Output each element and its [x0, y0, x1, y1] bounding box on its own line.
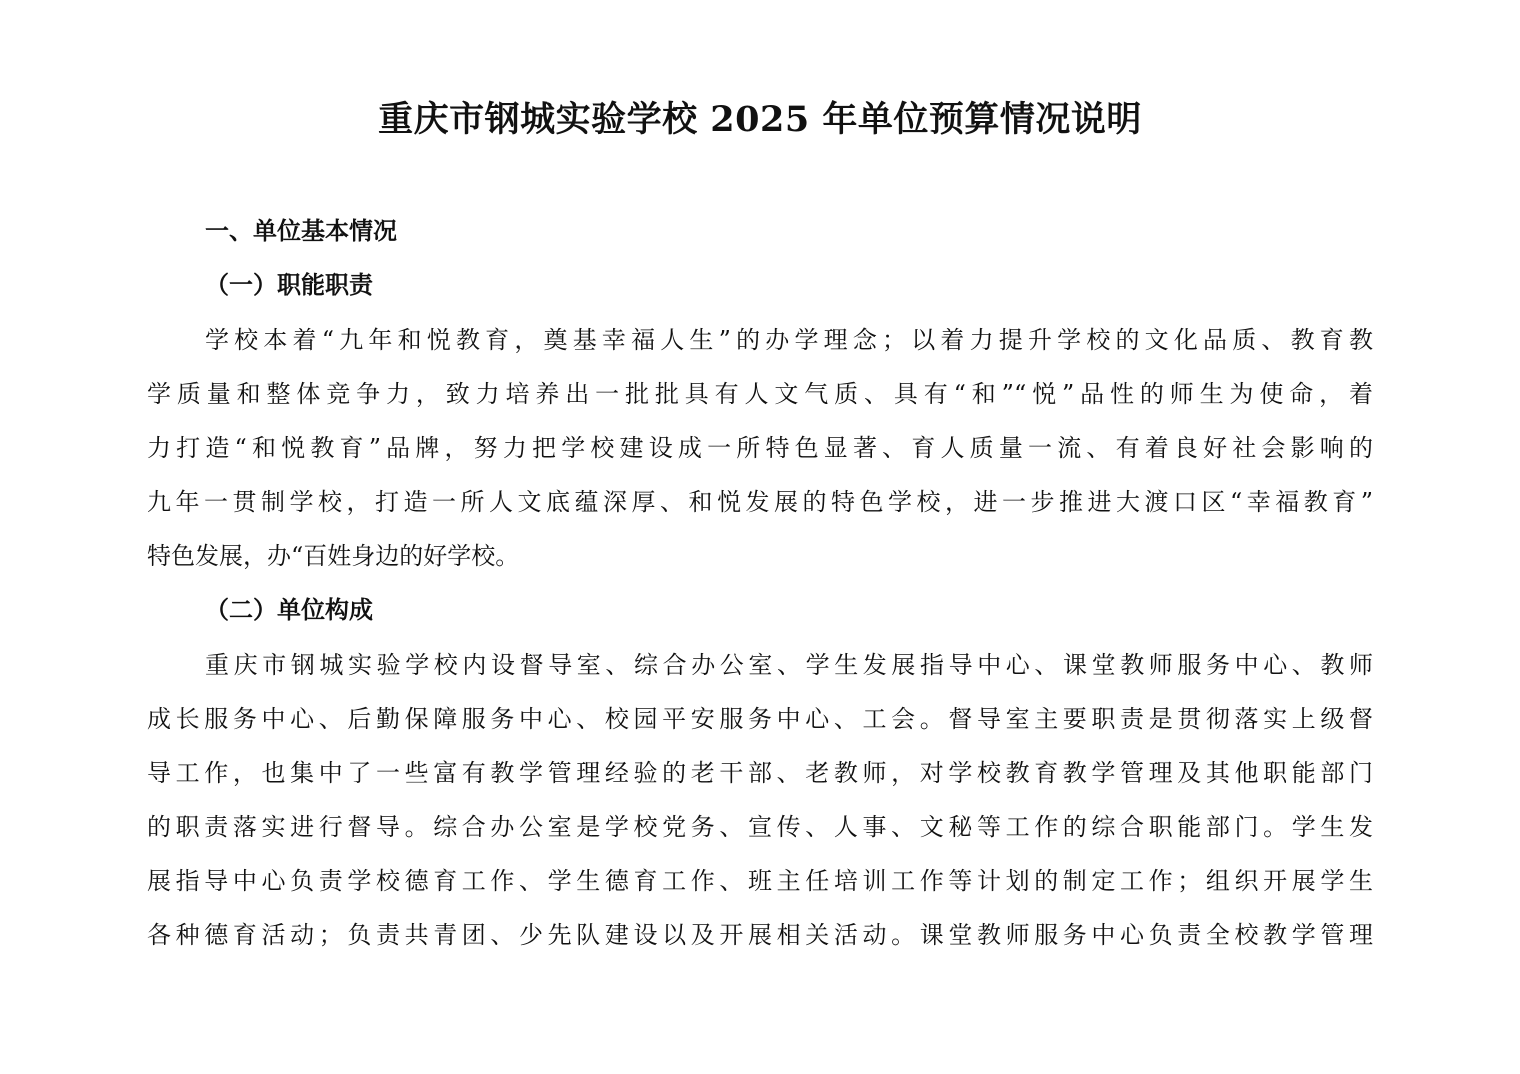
paragraph-line: 成长服务中心、后勤保障服务中心、校园平安服务中心、工会。督导室主要职责是贯彻落实上级督 — [147, 705, 1373, 733]
paragraph-line: 九年一贯制学校，打造一所人文底蕴深厚、和悦发展的特色学校，进一步推进大渡口区“幸福教育” — [147, 488, 1373, 516]
paragraph-line: 展指导中心负责学校德育工作、学生德育工作、班主任培训工作等计划的制定工作；组织开展学生 — [147, 867, 1373, 895]
paragraph-line: 学质量和整体竞争力，致力培养出一批批具有人文气质、具有“和”“悦”品性的师生为使命，着 — [147, 380, 1373, 408]
paragraph-line: 的职责落实进行督导。综合办公室是学校党务、宣传、人事、文秘等工作的综合职能部门。学生发 — [147, 813, 1373, 841]
section-heading-unit-basic-info: 一、单位基本情况 — [205, 217, 397, 245]
subsection-heading-unit-structure: （二）单位构成 — [205, 595, 373, 624]
paragraph-unit-structure — [147, 638, 1373, 962]
paragraph-line: 学校本着“九年和悦教育，奠基幸福人生”的办学理念；以着力提升学校的文化品质、教育教 — [205, 326, 1373, 354]
paragraph-line: 导工作，也集中了一些富有教学管理经验的老干部、老教师，对学校教育教学管理及其他职能部门 — [147, 759, 1373, 787]
paragraph-line: 重庆市钢城实验学校内设督导室、综合办公室、学生发展指导中心、课堂教师服务中心、教师 — [205, 651, 1373, 679]
subsection-heading-functions: （一）职能职责 — [205, 270, 373, 299]
paragraph-functions — [147, 313, 1373, 583]
paragraph-line: 特色发展，办“百姓身边的好学校。 — [147, 542, 520, 570]
paragraph-line: 力打造“和悦教育”品牌，努力把学校建设成一所特色显著、育人质量一流、有着良好社会影响的 — [147, 434, 1373, 462]
document-title: 重庆市钢城实验学校 2025 年单位预算情况说明 — [378, 99, 1142, 140]
paragraph-line: 各种德育活动；负责共青团、少先队建设以及开展相关活动。课堂教师服务中心负责全校教学管理 — [147, 921, 1373, 949]
